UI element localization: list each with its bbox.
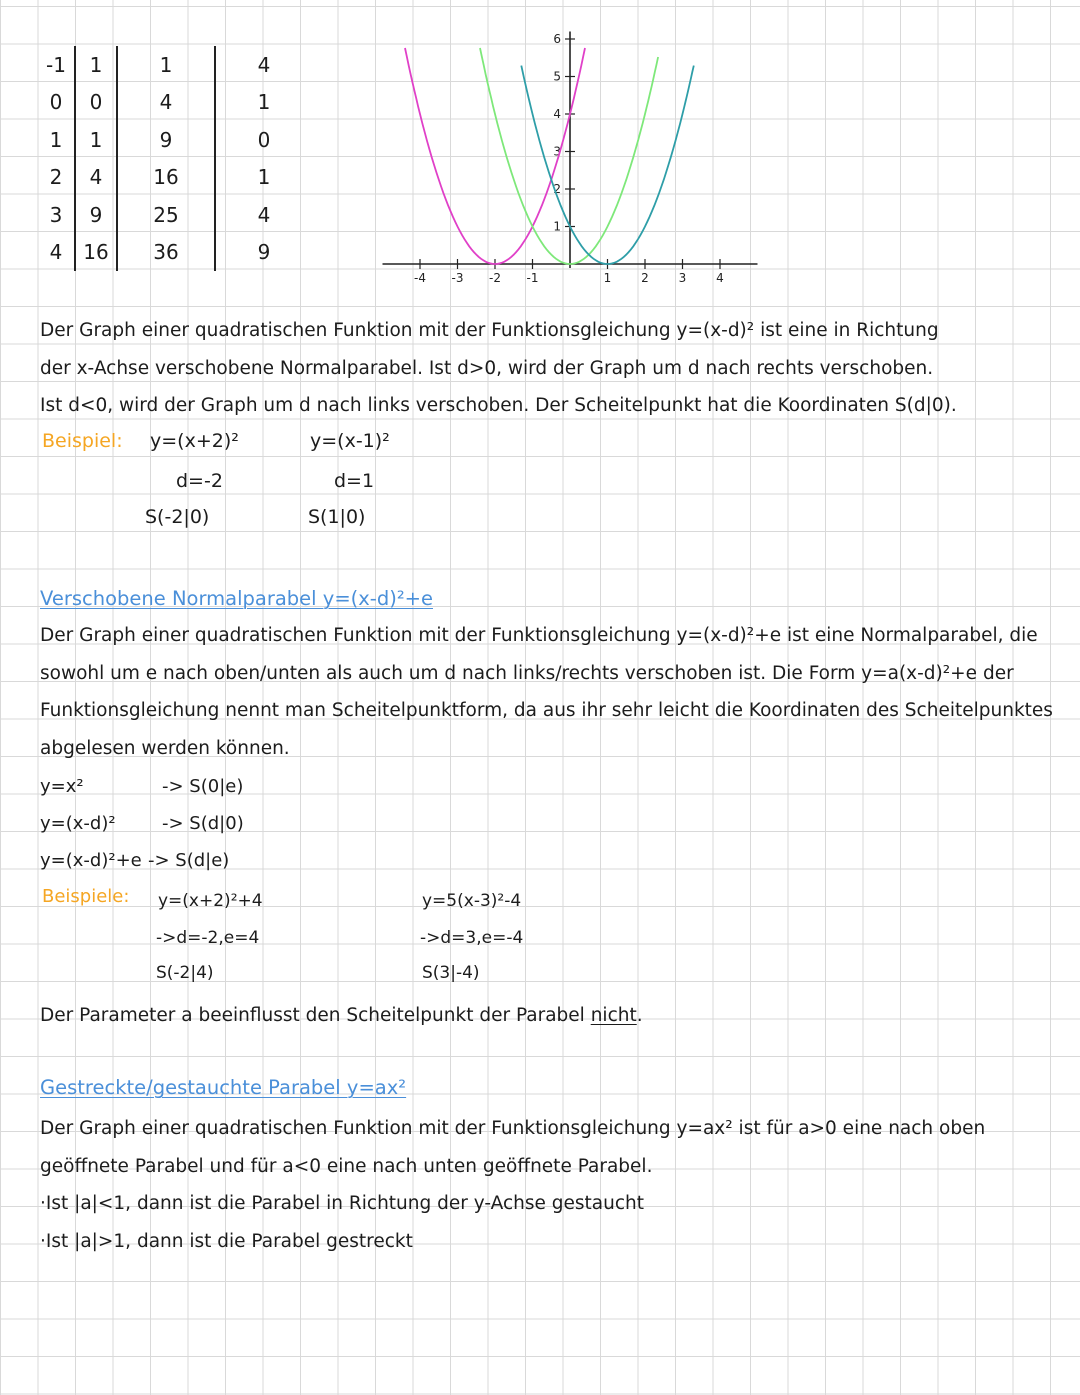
parabola-curve bbox=[521, 66, 694, 264]
table-row bbox=[38, 159, 312, 197]
section3-line: Der Graph einer quadratischen Funktion mit der Funktionsgleichung y=ax² ist für a>0 eine nach oben bbox=[40, 1118, 986, 1139]
table-cell: 9 bbox=[117, 121, 215, 159]
table-cell: 1 bbox=[49, 127, 63, 152]
parameter-note bbox=[40, 997, 643, 1035]
section2-line: sowohl um e nach oben/unten als auch um d nach links/rechts verschoben ist. Die Form y=a(x-d)²+e der bbox=[40, 662, 1014, 684]
table-cell: 4 bbox=[215, 196, 312, 234]
x-tick-label: 2 bbox=[641, 271, 649, 285]
x-tick-label: -4 bbox=[414, 271, 426, 285]
y-tick-label: 1 bbox=[553, 219, 561, 234]
table-cell: 3 bbox=[49, 202, 63, 227]
table-cell: 0 bbox=[75, 84, 117, 122]
table-cell: 36 bbox=[117, 234, 215, 272]
table-row bbox=[38, 234, 312, 272]
form1-vertex: -> S(0|e) bbox=[162, 776, 244, 797]
examples-label: Beispiele: bbox=[42, 886, 130, 907]
table-cell: 2 bbox=[49, 165, 63, 190]
section1-line: Der Graph einer quadratischen Funktion mit der Funktionsgleichung y=(x-d)² ist eine in Richtung bbox=[40, 320, 939, 341]
x-tick-label: -3 bbox=[451, 271, 464, 285]
form3-vertex: -> S(d|e) bbox=[148, 850, 230, 871]
x-tick-label: -2 bbox=[489, 271, 501, 285]
example-label: Beispiel: bbox=[42, 430, 123, 452]
section2-heading: Verschobene Normalparabel y=(x-d)²+e bbox=[40, 587, 433, 610]
table-cell: -1 bbox=[46, 52, 66, 77]
table-row bbox=[38, 84, 312, 122]
parameter-note-text: Der Parameter a beeinflusst den Scheitelpunkt der Parabel bbox=[40, 1005, 591, 1026]
parabola-graph bbox=[370, 28, 770, 294]
example2-equation: y=(x-1)² bbox=[310, 430, 390, 452]
section3-text bbox=[40, 1110, 985, 1260]
example1-vertex: S(-2|0) bbox=[145, 506, 210, 528]
example3-equation: y=(x+2)²+4 bbox=[158, 891, 263, 911]
parameter-note-emphasis: nicht bbox=[590, 1005, 637, 1026]
table-cell: 16 bbox=[75, 234, 117, 272]
section3-heading: Gestreckte/gestauchte Parabel y=ax² bbox=[40, 1076, 407, 1099]
example2-d: d=1 bbox=[334, 470, 375, 492]
parabola-curve bbox=[480, 48, 658, 264]
section3-line: geöffnete Parabel und für a<0 eine nach unten geöffnete Parabel. bbox=[40, 1155, 653, 1177]
section3-line: ·Ist |a|<1, dann ist die Parabel in Richtung der y-Achse gestaucht bbox=[40, 1193, 644, 1214]
table-cell: 1 bbox=[215, 159, 312, 197]
value-table bbox=[38, 46, 312, 271]
example1-equation: y=(x+2)² bbox=[150, 430, 239, 452]
section3-line: ·Ist |a|>1, dann ist die Parabel gestreckt bbox=[40, 1230, 413, 1252]
y-tick-label: 5 bbox=[553, 69, 561, 84]
table-cell: 25 bbox=[117, 196, 215, 234]
table-cell: 1 bbox=[75, 121, 117, 159]
table-row bbox=[38, 121, 312, 159]
x-tick-label: 4 bbox=[716, 271, 724, 285]
table-cell: 16 bbox=[117, 159, 215, 197]
table-cell: 0 bbox=[215, 121, 312, 159]
example3-params: ->d=-2,e=4 bbox=[156, 928, 260, 948]
table-row bbox=[38, 46, 312, 84]
y-tick-label: 2 bbox=[553, 182, 561, 196]
y-tick-label: 3 bbox=[553, 144, 561, 159]
example3-vertex: S(-2|4) bbox=[156, 963, 214, 983]
table-cell: 1 bbox=[117, 46, 215, 84]
form1-equation: y=x² bbox=[40, 776, 84, 797]
table-cell: 4 bbox=[117, 84, 215, 122]
table-cell: 0 bbox=[49, 90, 63, 115]
section2-line: Der Graph einer quadratischen Funktion mit der Funktionsgleichung y=(x-d)²+e ist eine Normalparabel, die bbox=[40, 625, 1038, 646]
example4-equation: y=5(x-3)²-4 bbox=[422, 891, 522, 911]
table-cell: 9 bbox=[215, 234, 312, 272]
section2-line: Funktionsgleichung nennt man Scheitelpunktform, da aus ihr sehr leicht die Koordinaten des Scheitelpunktes bbox=[40, 700, 1053, 721]
section2-text bbox=[40, 617, 1053, 767]
form2-vertex: -> S(d|0) bbox=[162, 813, 244, 834]
section1-text bbox=[40, 312, 957, 425]
example4-vertex: S(3|-4) bbox=[422, 963, 480, 983]
form2-equation: y=(x-d)² bbox=[40, 813, 116, 834]
parameter-note-end: . bbox=[636, 1005, 643, 1026]
example2-vertex: S(1|0) bbox=[308, 506, 366, 528]
section1-line: Ist d<0, wird der Graph um d nach links verschoben. Der Scheitelpunkt hat die Koordinaten S(d|0). bbox=[40, 395, 957, 416]
example1-d: d=-2 bbox=[176, 470, 223, 492]
x-tick-label: -1 bbox=[526, 271, 539, 285]
example4-params: ->d=3,e=-4 bbox=[420, 928, 524, 948]
table-cell: 1 bbox=[215, 84, 312, 122]
section2-line: abgelesen werden können. bbox=[40, 737, 290, 759]
table-cell: 4 bbox=[75, 159, 117, 197]
table-cell: 9 bbox=[75, 196, 117, 234]
table-row bbox=[38, 196, 312, 234]
table-cell: 4 bbox=[49, 240, 63, 265]
table-cell: 4 bbox=[215, 46, 312, 84]
y-tick-label: 6 bbox=[553, 32, 561, 46]
x-tick-label: 1 bbox=[603, 271, 612, 285]
y-tick-label: 4 bbox=[553, 107, 561, 121]
table-cell: 1 bbox=[75, 46, 117, 84]
section1-line: der x-Achse verschobene Normalparabel. Ist d>0, wird der Graph um d nach rechts verschoben. bbox=[40, 357, 934, 379]
form3-equation: y=(x-d)²+e bbox=[40, 850, 142, 871]
x-tick-label: 3 bbox=[678, 271, 687, 285]
